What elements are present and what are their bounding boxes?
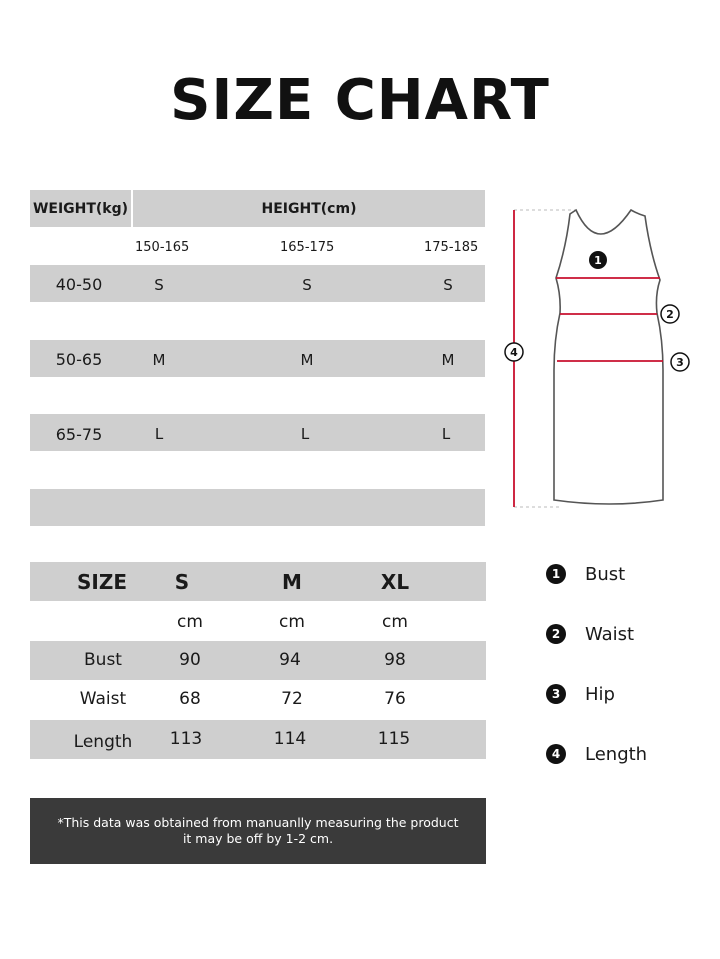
unit-label: cm: [177, 612, 203, 632]
marker-hip: [671, 353, 689, 371]
legend-label: Hip: [585, 683, 615, 705]
size-col-header: S: [174, 570, 190, 594]
measure-value: 68: [179, 689, 201, 709]
dress-diagram: [500, 200, 710, 520]
marker-hip-num: 3: [676, 356, 684, 369]
measure-value: 76: [384, 689, 406, 709]
height-range-2: 165-175: [280, 240, 335, 255]
note-line-1: *This data was obtained from manuanlly measuring the product: [57, 815, 459, 830]
marker-length: [505, 343, 523, 361]
measure-value: 90: [179, 650, 201, 670]
legend-label: Bust: [585, 563, 626, 585]
note-line-2: it may be off by 1-2 cm.: [182, 831, 334, 846]
marker-bust-num: 1: [594, 254, 602, 267]
size-cell: S: [443, 276, 453, 294]
marker-bust: [589, 251, 607, 269]
size-cell: M: [152, 351, 166, 369]
weight-label: 40-50: [55, 275, 103, 294]
legend-length: [546, 742, 696, 766]
size-cell: L: [300, 425, 310, 443]
marker-length-num: 4: [510, 346, 518, 359]
legend-label: Waist: [585, 623, 635, 645]
size-cell: M: [300, 351, 314, 369]
size-col-header: XL: [380, 570, 410, 594]
height-range-1: 150-165: [135, 240, 190, 255]
measure-value: 113: [169, 729, 203, 749]
measure-label: Bust: [84, 650, 122, 670]
size-col-header: M: [282, 570, 302, 594]
page-title: SIZE CHART: [170, 68, 550, 133]
weight-header: WEIGHT(kg): [30, 190, 131, 227]
weight-label: 50-65: [55, 350, 103, 369]
size-header: SIZE: [76, 570, 127, 594]
measure-value: 115: [377, 729, 411, 749]
legend-num: 3: [546, 684, 566, 704]
size-cell: S: [302, 276, 312, 294]
dress-outline: [554, 210, 663, 504]
size-cell: L: [154, 425, 164, 443]
measure-value: 98: [384, 650, 406, 670]
unit-label: cm: [382, 612, 408, 632]
height-header: HEIGHT(cm): [133, 190, 485, 227]
legend-waist: [546, 622, 696, 646]
legend-num: 2: [546, 624, 566, 644]
table1-row-bar: [30, 489, 485, 526]
measure-value: 94: [279, 650, 301, 670]
marker-waist: [661, 305, 679, 323]
legend-label: Length: [585, 743, 648, 765]
weight-label: 65-75: [55, 425, 103, 444]
measure-value: 72: [281, 689, 303, 709]
measure-label: Length: [73, 732, 133, 752]
measure-value: 114: [273, 729, 307, 749]
legend-bust: [546, 562, 696, 586]
unit-label: cm: [279, 612, 305, 632]
legend-num: 4: [546, 744, 566, 764]
legend-hip: [546, 682, 696, 706]
measurement-note: [30, 798, 486, 864]
legend-num: 1: [546, 564, 566, 584]
size-cell: L: [441, 425, 451, 443]
size-cell: S: [154, 276, 164, 294]
size-cell: M: [441, 351, 455, 369]
marker-waist-num: 2: [666, 308, 674, 321]
measure-label: Waist: [79, 689, 127, 709]
height-range-3: 175-185: [424, 240, 479, 255]
